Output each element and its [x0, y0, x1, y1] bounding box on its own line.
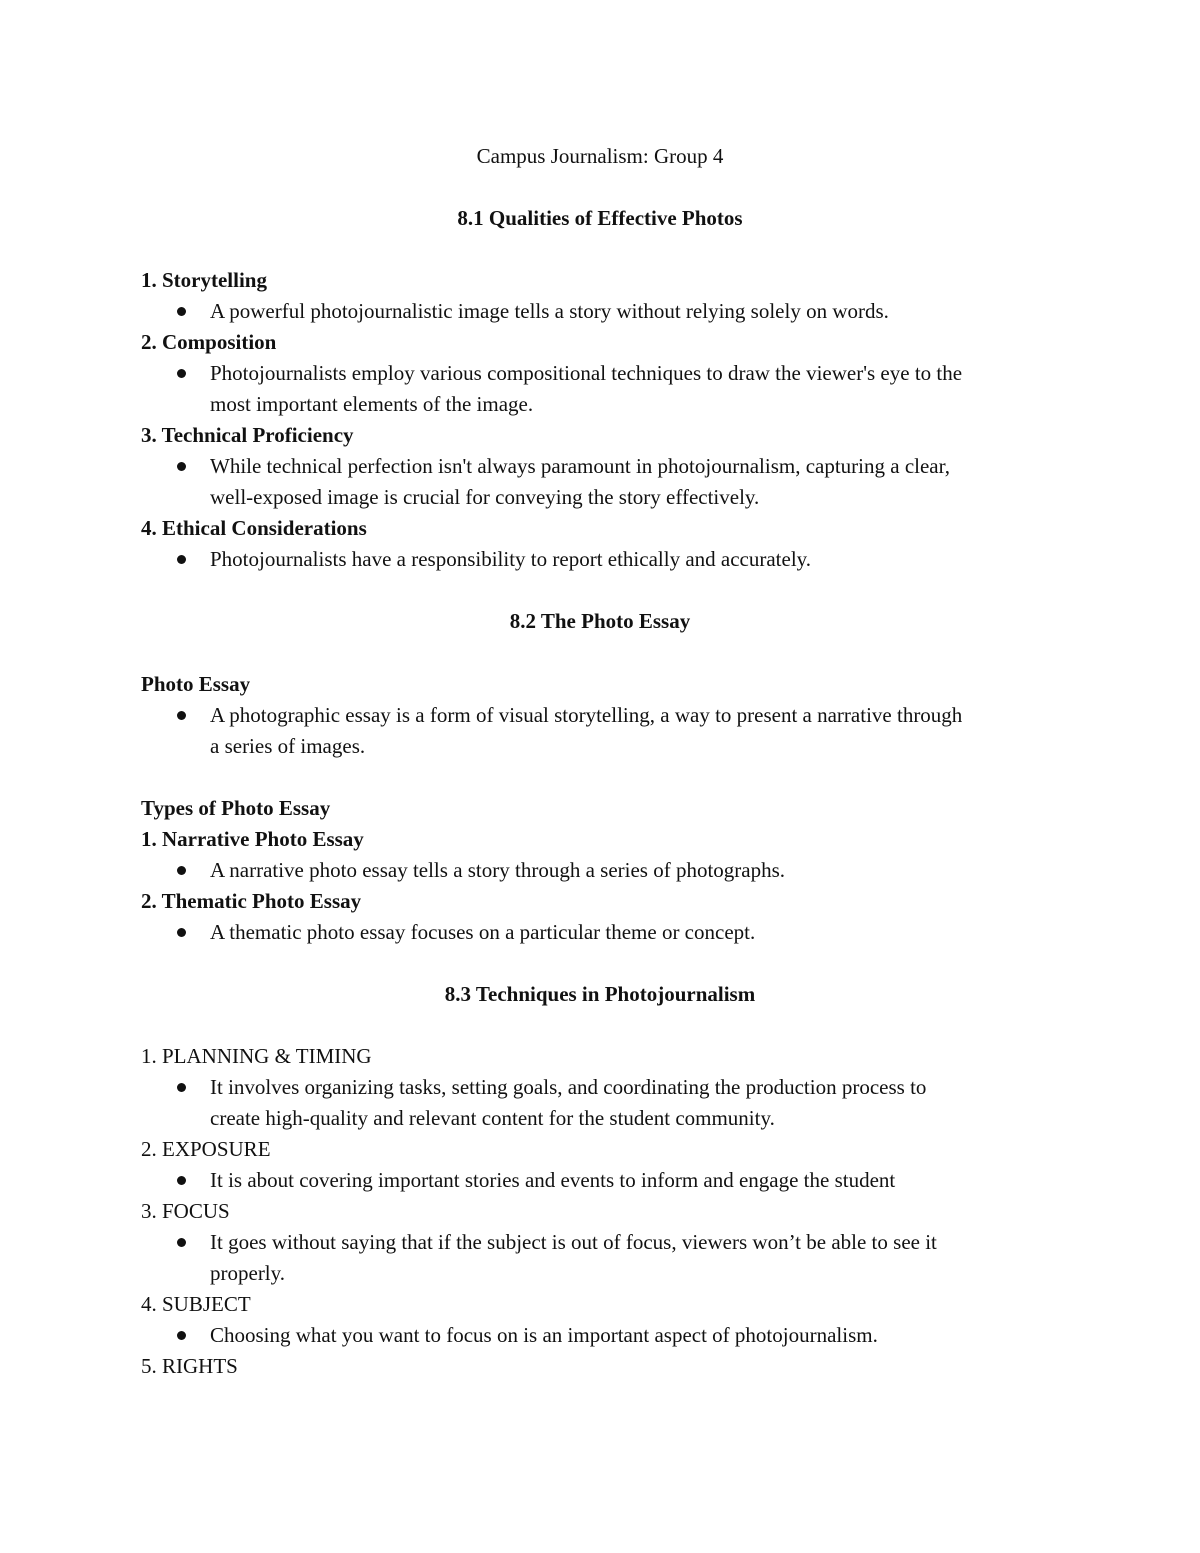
bullet-text-continued: most important elements of the image. — [210, 392, 534, 416]
item-label-subject: 4. SUBJECT — [141, 1292, 251, 1316]
bullet-text: It involves organizing tasks, setting goals, and coordinating the production process to — [210, 1075, 927, 1099]
item-label-storytelling: 1. Storytelling — [141, 268, 267, 292]
item-label-focus: 3. FOCUS — [141, 1199, 230, 1223]
bullet-text: It is about covering important stories and events to inform and engage the student — [210, 1168, 896, 1192]
section-heading-8-2: 8.2 The Photo Essay — [509, 609, 691, 633]
item-label-exposure: 2. EXPOSURE — [141, 1137, 271, 1161]
item-label-composition: 2. Composition — [141, 330, 277, 354]
bullet-icon — [177, 1331, 186, 1340]
item-label-thematic-photo-essay: 2. Thematic Photo Essay — [141, 889, 362, 913]
item-label-ethical-considerations: 4. Ethical Considerations — [141, 516, 367, 540]
bullet-icon — [177, 307, 186, 316]
bullet-text: Photojournalists have a responsibility to report ethically and accurately. — [210, 547, 812, 571]
bullet-icon — [177, 1238, 186, 1247]
bullet-text: Photojournalists employ various compositional techniques to draw the viewer's eye to the — [210, 361, 963, 385]
item-label-technical-proficiency: 3. Technical Proficiency — [141, 423, 354, 447]
bullet-text-continued: properly. — [210, 1261, 286, 1285]
bullet-icon — [177, 711, 186, 720]
item-label-planning-timing: 1. PLANNING & TIMING — [141, 1044, 372, 1068]
section-heading-8-1: 8.1 Qualities of Effective Photos — [457, 206, 743, 230]
bullet-icon — [177, 928, 186, 937]
bullet-text: A powerful photojournalistic image tells a story without relying solely on words. — [210, 299, 889, 323]
bullet-icon — [177, 555, 186, 564]
document-title: Campus Journalism: Group 4 — [476, 144, 724, 168]
bullet-text-continued: well-exposed image is crucial for conveying the story effectively. — [210, 485, 760, 509]
bullet-text-continued: create high-quality and relevant content for the student community. — [210, 1106, 775, 1130]
bullet-icon — [177, 1083, 186, 1092]
bullet-text: It goes without saying that if the subject is out of focus, viewers won’t be able to see it — [210, 1230, 937, 1254]
item-label-rights: 5. RIGHTS — [141, 1354, 238, 1378]
photo-essay-label: Photo Essay — [141, 672, 251, 696]
types-of-photo-essay-label: Types of Photo Essay — [141, 796, 331, 820]
section-heading-8-3: 8.3 Techniques in Photojournalism — [444, 982, 756, 1006]
bullet-text: A narrative photo essay tells a story through a series of photographs. — [210, 858, 786, 882]
bullet-text: A photographic essay is a form of visual storytelling, a way to present a narrative through — [210, 703, 963, 727]
bullet-text: While technical perfection isn't always paramount in photojournalism, capturing a clear, — [210, 454, 951, 478]
bullet-icon — [177, 369, 186, 378]
bullet-icon — [177, 462, 186, 471]
bullet-text: A thematic photo essay focuses on a particular theme or concept. — [210, 920, 756, 944]
item-label-narrative-photo-essay: 1. Narrative Photo Essay — [141, 827, 364, 851]
bullet-icon — [177, 866, 186, 875]
bullet-text-continued: a series of images. — [210, 734, 366, 758]
bullet-text: Choosing what you want to focus on is an important aspect of photojournalism. — [210, 1323, 878, 1347]
bullet-icon — [177, 1176, 186, 1185]
